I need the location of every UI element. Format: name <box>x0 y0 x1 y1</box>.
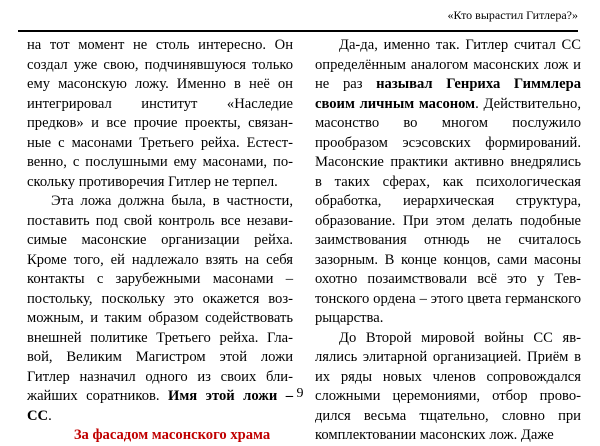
left-column <box>27 36 293 446</box>
left-paragraph-2-end: . <box>48 407 52 424</box>
left-paragraph-2-bold: Имя этой ложи – СС <box>27 388 294 424</box>
left-paragraph-2-text: Эта ложа должна была, в частности, поставить под свой контроль все независимые масонские организации рейха. Кроме того, ей надлежало взять на себя контакты с зарубежными масонами – постольку, поскольку это окажется возможным, и таким образом содействовать внешней политике Третьего рейха. Главой, Великим Магистром этой ложи Гитлер назначил одного из своих ближайших соратников. <box>27 193 293 404</box>
right-paragraph-1-bold: называл Генриха Гиммлера своим личным масоном <box>315 76 581 112</box>
page-number: 9 <box>296 386 304 401</box>
right-column <box>315 36 581 446</box>
right-paragraph-1-start: Да-да, именно так. Гитлер считал СС определённым аналогом масонских лож и не раз <box>315 37 581 92</box>
right-paragraph-2: До Второй мировой войны СС являлись элитарной организацией. Приём в их ряды новых членов сопровождался сложными церемониями, отбор проводился весьма тщательно, словно при комплектовании масонских лож. Даже <box>315 329 581 443</box>
header-rule <box>18 30 578 32</box>
right-paragraph-1 <box>315 36 581 329</box>
left-paragraph-1: на тот момент не столь интересно. Он создал уже свою, подчинявшуюся только ему масонскую ложу. Именно в неё он интегрировал институт «Наследие предков» и все прочие проекты, связанные с масонами Третьего рейха. Естественно, с послушными ему масонами, поскольку противоречия Гитлер не терпел. <box>27 37 293 190</box>
section-heading: За фасадом масонского храма <box>73 427 271 443</box>
running-header: «Кто вырастил Гитлера?» <box>447 8 578 22</box>
right-paragraph-1-end: . Действительно, масонство во многом послужило прообразом эсэсовских формирований. Масонские практики активно внедрялись в таких сферах, как психологическая обработка, иерархическая структура, образование. При этом делать подобные заимствования отнюдь не считалось зазорным. В конце концов, сами масоны охотно позаимствовали всё это у Тевтонского ордена – этого цвета германского рыцарства. <box>315 95 581 326</box>
